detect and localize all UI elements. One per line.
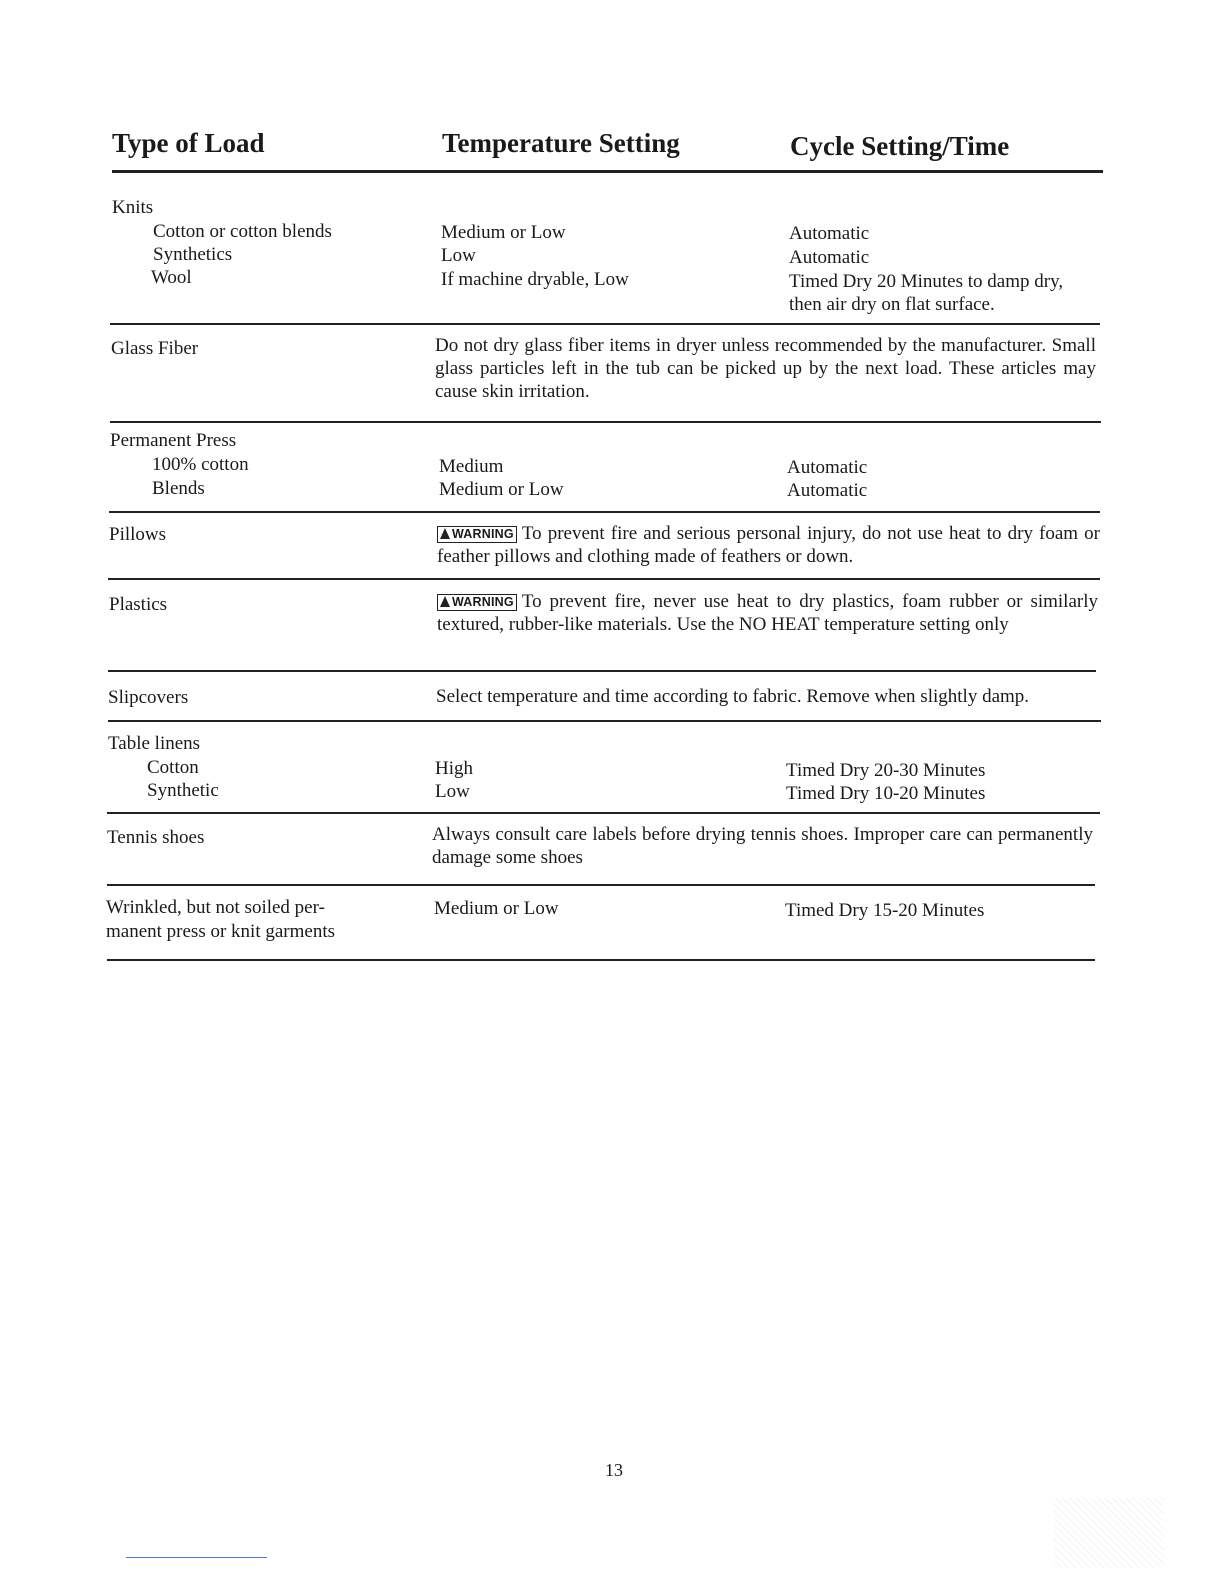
warning-badge: WARNING — [437, 526, 517, 543]
knits-wool-cycle-line2: then air dry on flat surface. — [789, 294, 995, 315]
table-cotton-cycle: Timed Dry 20-30 Minutes — [786, 760, 986, 781]
pillows-note: WARNING To prevent fire and serious personal injury, do not use heat to dry foam or feather pillows and clothing made of feathers or down. — [437, 523, 1100, 567]
row-divider — [108, 578, 1100, 580]
row-divider — [107, 884, 1095, 886]
table-synthetic-label: Synthetic — [147, 780, 219, 801]
plastics-title: Plastics — [109, 594, 168, 615]
perm-cotton-cycle: Automatic — [787, 457, 868, 478]
perm-blends-label: Blends — [152, 478, 205, 499]
wrinkled-cycle: Timed Dry 15-20 Minutes — [785, 900, 985, 921]
knits-wool-cycle-line1: Timed Dry 20 Minutes to damp dry, — [789, 271, 1064, 292]
row-divider — [110, 421, 1101, 423]
header-rule — [112, 170, 1103, 173]
wrinkled-title-line2: manent press or knit garments — [106, 921, 336, 942]
table-cotton-label: Cotton — [147, 757, 199, 778]
knits-cotton-temp: Medium or Low — [441, 222, 566, 243]
table-synthetic-temp: Low — [435, 781, 470, 802]
warning-badge: WARNING — [437, 594, 517, 611]
header-cycle-setting: Cycle Setting/Time — [790, 131, 1010, 161]
table-cotton-temp: High — [435, 758, 473, 779]
warning-triangle-icon — [440, 596, 450, 607]
table-linens-title: Table linens — [108, 733, 201, 754]
row-divider — [107, 812, 1100, 814]
pillows-title: Pillows — [109, 524, 167, 545]
wrinkled-temp: Medium or Low — [434, 898, 559, 919]
header-temperature-setting: Temperature Setting — [442, 128, 680, 158]
header-type-of-load: Type of Load — [112, 128, 265, 158]
tennis-shoes-title: Tennis shoes — [107, 827, 205, 848]
row-divider — [108, 720, 1101, 722]
perm-blends-temp: Medium or Low — [439, 479, 564, 500]
perm-cotton-label: 100% cotton — [152, 454, 249, 475]
row-divider — [109, 511, 1100, 513]
table-bottom-rule — [107, 959, 1095, 961]
knits-wool-temp: If machine dryable, Low — [441, 269, 629, 290]
perm-cotton-temp: Medium — [439, 456, 504, 477]
slipcovers-note: Select temperature and time according to fabric. Remove when slightly damp. — [436, 686, 1030, 707]
knits-title: Knits — [112, 197, 154, 218]
glass-fiber-note: Do not dry glass fiber items in dryer unless recommended by the manufacturer. Small glass particles left in the tub can be picked up by the next load. These articles may cause skin irritation. — [435, 335, 1096, 402]
slipcovers-title: Slipcovers — [108, 687, 189, 708]
row-divider — [110, 323, 1100, 325]
glass-fiber-title: Glass Fiber — [111, 338, 199, 359]
tennis-shoes-note: Always consult care labels before drying tennis shoes. Improper care can permanently damage some shoes — [432, 824, 1093, 868]
page-number: 13 — [605, 1460, 623, 1480]
knits-cotton-cycle: Automatic — [789, 223, 870, 244]
knits-synthetics-cycle: Automatic — [789, 247, 870, 268]
knits-synthetics-label: Synthetics — [153, 244, 233, 265]
knits-cotton-label: Cotton or cotton blends — [153, 221, 332, 242]
knits-synthetics-temp: Low — [441, 245, 476, 266]
plastics-note: WARNING To prevent fire, never use heat to dry plastics, foam rubber or similarly textured, rubber-like materials. Use the NO HEAT temperature setting only — [437, 591, 1098, 635]
scan-artifact-line — [126, 1557, 267, 1558]
table-synthetic-cycle: Timed Dry 10-20 Minutes — [786, 783, 986, 804]
warning-triangle-icon — [440, 528, 450, 539]
perm-press-title: Permanent Press — [110, 430, 237, 451]
row-divider — [108, 670, 1096, 672]
knits-wool-label: Wool — [151, 267, 192, 288]
scan-noise — [1054, 1498, 1164, 1568]
wrinkled-title-line1: Wrinkled, but not soiled per- — [106, 897, 325, 918]
perm-blends-cycle: Automatic — [787, 480, 868, 501]
